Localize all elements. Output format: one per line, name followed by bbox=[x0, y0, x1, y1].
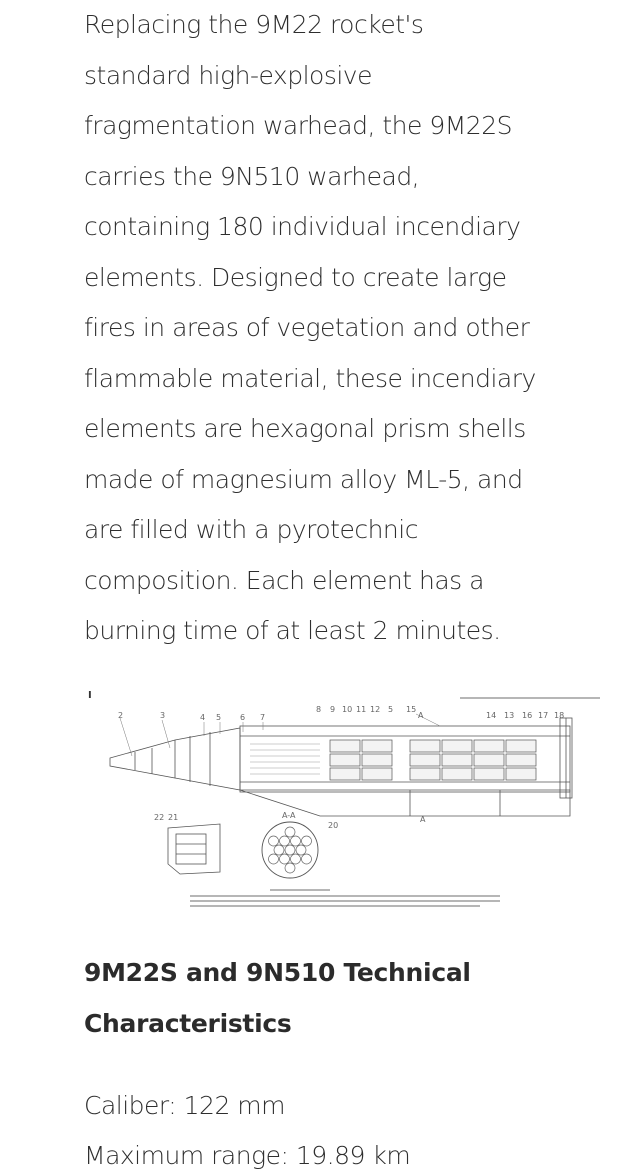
part-number: 4 bbox=[200, 713, 206, 722]
intro-line: Replacing the 9M22 rocket's bbox=[84, 10, 424, 39]
part-number: 18 bbox=[554, 711, 565, 720]
part-number: 14 bbox=[486, 711, 497, 720]
heading-line: 9M22S and 9N510 Technical bbox=[84, 958, 471, 987]
intro-line: are filled with a pyrotechnic bbox=[84, 515, 418, 544]
intro-line: fires in areas of vegetation and other bbox=[84, 313, 530, 342]
part-number: 5 bbox=[388, 705, 394, 714]
spec-caliber: Caliber: 122 mm bbox=[84, 1091, 285, 1120]
intro-line: fragmentation warhead, the 9M22S bbox=[84, 111, 512, 140]
section-label: A bbox=[420, 815, 426, 824]
figure-caption-lines bbox=[190, 698, 600, 906]
spec-max-range: Maximum range: 19.89 km bbox=[84, 1141, 411, 1170]
intro-paragraph bbox=[84, 0, 604, 657]
part-number: 11 bbox=[356, 705, 367, 714]
intro-line: standard high-explosive bbox=[84, 60, 372, 90]
warhead-technical-drawing bbox=[80, 678, 600, 908]
warhead-diagram-svg bbox=[80, 678, 600, 908]
part-number: 13 bbox=[504, 711, 515, 720]
intro-line: elements are hexagonal prism shells bbox=[84, 414, 526, 443]
part-number: 3 bbox=[160, 711, 166, 720]
intro-line: elements. Designed to create large bbox=[84, 262, 507, 292]
cross-section-a-a bbox=[262, 822, 318, 878]
intro-line: composition. Each element has a bbox=[84, 565, 484, 595]
fuze-detail-inset bbox=[168, 824, 220, 874]
part-number: 15 bbox=[406, 705, 417, 714]
part-number: 16 bbox=[522, 711, 533, 720]
nose-cone bbox=[110, 740, 175, 778]
intro-line: burning time of at least 2 minutes. bbox=[84, 616, 501, 645]
heading-line: Characteristics bbox=[84, 1008, 292, 1038]
intro-line: made of magnesium alloy ML-5, and bbox=[84, 464, 523, 494]
part-number: 8 bbox=[316, 705, 322, 714]
part-number: 5 bbox=[216, 713, 222, 722]
part-number: 9 bbox=[330, 705, 336, 714]
intro-line: flammable material, these incendiary bbox=[84, 363, 536, 393]
intro-line: containing 180 individual incendiary bbox=[84, 212, 521, 241]
part-number: 7 bbox=[260, 713, 266, 722]
part-number: 22 bbox=[154, 813, 165, 822]
section-heading bbox=[84, 948, 604, 1049]
part-number: 17 bbox=[538, 711, 549, 720]
section-label: A-A bbox=[282, 811, 296, 820]
intro-line: carries the 9N510 warhead, bbox=[84, 161, 420, 191]
part-number: 2 bbox=[118, 711, 124, 720]
part-number: 10 bbox=[342, 705, 353, 714]
part-number: 12 bbox=[370, 705, 381, 714]
part-number: 6 bbox=[240, 713, 246, 722]
part-number: 20 bbox=[328, 821, 339, 830]
figure-label-corner: I bbox=[88, 690, 92, 701]
part-number: 21 bbox=[168, 813, 179, 822]
incendiary-element-cassettes bbox=[330, 740, 536, 780]
part-number: A bbox=[418, 711, 424, 720]
ogive-section bbox=[175, 728, 240, 790]
